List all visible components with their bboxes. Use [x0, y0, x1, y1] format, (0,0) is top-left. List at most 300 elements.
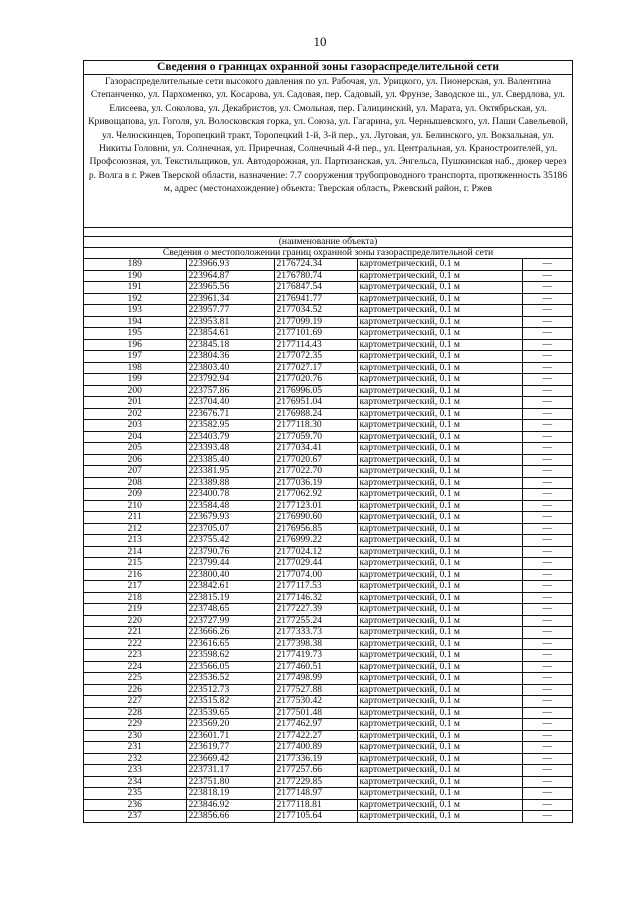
- y-coordinate: 2177400.89: [274, 742, 357, 754]
- point-number: 213: [84, 535, 186, 547]
- description-cell: —: [542, 810, 553, 821]
- description-cell: —: [522, 730, 572, 742]
- point-number: 193: [84, 305, 186, 317]
- point-number: 206: [84, 454, 186, 466]
- table-row: [84, 592, 572, 604]
- point-number: 225: [84, 673, 186, 685]
- y-coordinate: 2176996.05: [274, 385, 357, 397]
- description-cell: —: [522, 397, 572, 409]
- point-number: 230: [84, 730, 186, 742]
- x-coordinate: 223666.26: [186, 627, 274, 639]
- description-cell: —: [522, 305, 572, 317]
- method-accuracy: картометрический, 0.1 м: [357, 604, 522, 616]
- point-number: 189: [84, 259, 186, 270]
- x-coordinate: 223569.20: [186, 719, 274, 731]
- method-accuracy: картометрический, 0.1 м: [357, 466, 522, 478]
- point-number: 221: [84, 627, 186, 639]
- point-number: 195: [84, 328, 186, 340]
- x-coordinate: 223381.95: [186, 466, 274, 478]
- x-coordinate: 223389.88: [186, 477, 274, 489]
- method-accuracy: картометрический, 0.1 м: [357, 742, 522, 754]
- method-accuracy: картометрический, 0.1 м: [357, 696, 522, 708]
- method-accuracy: картометрический, 0.1 м: [357, 500, 522, 512]
- method-accuracy: картометрический, 0.1 м: [357, 799, 522, 811]
- y-coordinate: 2177227.39: [274, 604, 357, 616]
- table-row: [84, 431, 572, 443]
- point-number: 200: [84, 385, 186, 397]
- table-row: [84, 500, 572, 512]
- method-accuracy: картометрический, 0.1 м: [357, 788, 522, 800]
- y-coordinate: 2176780.74: [274, 270, 357, 282]
- table-row: [84, 535, 572, 547]
- method-accuracy: картометрический, 0.1 м: [357, 489, 522, 501]
- x-coordinate: 223790.76: [186, 546, 274, 558]
- x-coordinate: 223818.19: [186, 788, 274, 800]
- table-row: [84, 765, 572, 777]
- x-coordinate: 223403.79: [186, 431, 274, 443]
- y-coordinate: 2177146.32: [274, 592, 357, 604]
- point-number: 233: [84, 765, 186, 777]
- point-number: 226: [84, 684, 186, 696]
- x-coordinate: 223803.40: [186, 362, 274, 374]
- y-coordinate: 2177255.24: [274, 615, 357, 627]
- table-row: [84, 316, 572, 328]
- y-coordinate: 2177105.64: [274, 811, 357, 822]
- x-coordinate: 223598.62: [186, 650, 274, 662]
- x-coordinate: 223393.48: [186, 443, 274, 455]
- table-row: [84, 719, 572, 731]
- method-accuracy: картометрический, 0.1 м: [357, 638, 522, 650]
- description-cell: —: [522, 719, 572, 731]
- point-number: 199: [84, 374, 186, 386]
- method-accuracy: картометрический, 0.1 м: [357, 397, 522, 409]
- method-accuracy: картометрический, 0.1 м: [357, 351, 522, 363]
- y-coordinate: 2176956.85: [274, 523, 357, 535]
- method-accuracy: картометрический, 0.1 м: [357, 362, 522, 374]
- table-row: [84, 673, 572, 685]
- description-cell: —: [522, 385, 572, 397]
- table-row: [84, 512, 572, 524]
- description-cell: —: [522, 316, 572, 328]
- method-accuracy: картометрический, 0.1 м: [357, 282, 522, 294]
- x-coordinate: 223845.18: [186, 339, 274, 351]
- description-cell: —: [522, 328, 572, 340]
- point-number: 220: [84, 615, 186, 627]
- coordinates-table: [84, 259, 572, 822]
- table-row: [84, 523, 572, 535]
- point-number: 196: [84, 339, 186, 351]
- description-cell: —: [522, 696, 572, 708]
- x-coordinate: 223846.92: [186, 799, 274, 811]
- page-number: 10: [313, 34, 327, 49]
- y-coordinate: 2177036.19: [274, 477, 357, 489]
- x-coordinate: 223536.52: [186, 673, 274, 685]
- x-coordinate: 223679.93: [186, 512, 274, 524]
- boundary-document-table: [83, 60, 573, 823]
- description-cell: —: [522, 765, 572, 777]
- method-accuracy: картометрический, 0.1 м: [357, 385, 522, 397]
- point-number: 198: [84, 362, 186, 374]
- table-row: [84, 305, 572, 317]
- table-row: [84, 776, 572, 788]
- x-coordinate: 223727.99: [186, 615, 274, 627]
- description-cell: —: [522, 339, 572, 351]
- table-row: [84, 374, 572, 386]
- description-cell: —: [522, 788, 572, 800]
- table-row: [84, 638, 572, 650]
- y-coordinate: 2176951.04: [274, 397, 357, 409]
- x-coordinate: 223966.93: [186, 259, 274, 270]
- x-coordinate: 223964.87: [186, 270, 274, 282]
- point-number: 203: [84, 420, 186, 432]
- x-coordinate: 223731.17: [186, 765, 274, 777]
- table-row: [84, 385, 572, 397]
- y-coordinate: 2177062.92: [274, 489, 357, 501]
- x-coordinate: 223616.65: [186, 638, 274, 650]
- description-cell: —: [522, 569, 572, 581]
- table-row: [84, 489, 572, 501]
- point-number: 208: [84, 477, 186, 489]
- method-accuracy: картометрический, 0.1 м: [357, 569, 522, 581]
- point-number: 232: [84, 753, 186, 765]
- method-accuracy: картометрический, 0.1 м: [357, 650, 522, 662]
- x-coordinate: 223566.05: [186, 661, 274, 673]
- description-cell: —: [522, 753, 572, 765]
- table-row: [84, 293, 572, 305]
- description-cell: —: [522, 615, 572, 627]
- x-coordinate: 223676.71: [186, 408, 274, 420]
- description-cell: —: [522, 650, 572, 662]
- method-accuracy: картометрический, 0.1 м: [357, 305, 522, 317]
- point-number: 197: [84, 351, 186, 363]
- y-coordinate: 2176724.34: [274, 259, 357, 270]
- table-row: [84, 339, 572, 351]
- method-accuracy: картометрический, 0.1 м: [357, 535, 522, 547]
- point-number: 231: [84, 742, 186, 754]
- table-row: [84, 788, 572, 800]
- x-coordinate: 223799.44: [186, 558, 274, 570]
- x-coordinate: 223619.77: [186, 742, 274, 754]
- table-row: [84, 615, 572, 627]
- y-coordinate: 2177123.01: [274, 500, 357, 512]
- y-coordinate: 2177020.67: [274, 454, 357, 466]
- point-number: 215: [84, 558, 186, 570]
- table-row: [84, 397, 572, 409]
- x-coordinate: 223953.81: [186, 316, 274, 328]
- point-number: 204: [84, 431, 186, 443]
- point-number: 201: [84, 397, 186, 409]
- y-coordinate: 2177074.00: [274, 569, 357, 581]
- y-coordinate: 2176988.24: [274, 408, 357, 420]
- y-coordinate: 2177020.76: [274, 374, 357, 386]
- x-coordinate: 223757.86: [186, 385, 274, 397]
- x-coordinate: 223842.61: [186, 581, 274, 593]
- method-accuracy: картометрический, 0.1 м: [357, 661, 522, 673]
- description-cell: —: [522, 604, 572, 616]
- y-coordinate: 2176999.22: [274, 535, 357, 547]
- table-row: [84, 684, 572, 696]
- x-coordinate: 223800.40: [186, 569, 274, 581]
- table-row: [84, 546, 572, 558]
- point-number: 210: [84, 500, 186, 512]
- y-coordinate: 2177118.30: [274, 420, 357, 432]
- method-accuracy: картометрический, 0.1 м: [357, 316, 522, 328]
- description-cell: —: [522, 592, 572, 604]
- method-accuracy: картометрический, 0.1 м: [357, 730, 522, 742]
- point-number: 216: [84, 569, 186, 581]
- description-cell: —: [522, 270, 572, 282]
- table-row: [84, 661, 572, 673]
- x-coordinate: 223512.73: [186, 684, 274, 696]
- point-number: 217: [84, 581, 186, 593]
- x-coordinate: 223965.56: [186, 282, 274, 294]
- method-accuracy: картометрический, 0.1 м: [357, 776, 522, 788]
- description-cell: —: [522, 362, 572, 374]
- y-coordinate: 2177333.73: [274, 627, 357, 639]
- point-number: 236: [84, 799, 186, 811]
- table-row: [84, 650, 572, 662]
- description-cell: —: [522, 707, 572, 719]
- description-cell: —: [522, 638, 572, 650]
- description-cell: —: [522, 420, 572, 432]
- description-cell: —: [522, 661, 572, 673]
- y-coordinate: 2177117.53: [274, 581, 357, 593]
- x-coordinate: 223400.78: [186, 489, 274, 501]
- method-accuracy: картометрический, 0.1 м: [357, 523, 522, 535]
- x-coordinate: 223601.71: [186, 730, 274, 742]
- x-coordinate: 223705.07: [186, 523, 274, 535]
- y-coordinate: 2177114.43: [274, 339, 357, 351]
- y-coordinate: 2177501.48: [274, 707, 357, 719]
- document-title: Сведения о границах охранной зоны газораспределительной сети: [84, 61, 572, 75]
- table-row: [84, 420, 572, 432]
- table-row: [84, 604, 572, 616]
- method-accuracy: картометрический, 0.1 м: [357, 374, 522, 386]
- point-number: 235: [84, 788, 186, 800]
- method-accuracy: картометрический, 0.1 м: [357, 259, 522, 270]
- object-name-label: (наименование объекта): [84, 237, 572, 248]
- description-cell: —: [522, 558, 572, 570]
- point-number: 237: [84, 811, 186, 822]
- y-coordinate: 2177029.44: [274, 558, 357, 570]
- x-coordinate: 223669.42: [186, 753, 274, 765]
- y-coordinate: 2177148.97: [274, 788, 357, 800]
- description-cell: —: [522, 443, 572, 455]
- x-coordinate: 223792.94: [186, 374, 274, 386]
- method-accuracy: картометрический, 0.1 м: [357, 592, 522, 604]
- point-number: 234: [84, 776, 186, 788]
- y-coordinate: 2177527.88: [274, 684, 357, 696]
- y-coordinate: 2177460.51: [274, 661, 357, 673]
- table-row: [84, 811, 572, 822]
- table-row: [84, 753, 572, 765]
- y-coordinate: 2177101.69: [274, 328, 357, 340]
- x-coordinate: 223854.61: [186, 328, 274, 340]
- description-cell: —: [522, 477, 572, 489]
- section-label: Сведения о местоположении границ охранной зоны газораспределительной сети: [84, 248, 572, 259]
- x-coordinate: 223804.36: [186, 351, 274, 363]
- y-coordinate: 2177530.42: [274, 696, 357, 708]
- description-cell: —: [522, 259, 572, 270]
- point-number: 212: [84, 523, 186, 535]
- description-cell: —: [522, 742, 572, 754]
- method-accuracy: картометрический, 0.1 м: [357, 328, 522, 340]
- table-row: [84, 742, 572, 754]
- method-accuracy: картометрический, 0.1 м: [357, 293, 522, 305]
- method-accuracy: картометрический, 0.1 м: [357, 558, 522, 570]
- y-coordinate: 2177336.19: [274, 753, 357, 765]
- y-coordinate: 2177398.38: [274, 638, 357, 650]
- table-row: [84, 328, 572, 340]
- method-accuracy: картометрический, 0.1 м: [357, 684, 522, 696]
- table-row: [84, 799, 572, 811]
- method-accuracy: картометрический, 0.1 м: [357, 765, 522, 777]
- point-number: 191: [84, 282, 186, 294]
- method-accuracy: картометрический, 0.1 м: [357, 673, 522, 685]
- description-cell: —: [522, 535, 572, 547]
- description-cell: —: [522, 466, 572, 478]
- coordinates-table-body: [84, 259, 572, 822]
- description-cell: —: [522, 500, 572, 512]
- y-coordinate: 2177072.35: [274, 351, 357, 363]
- method-accuracy: картометрический, 0.1 м: [357, 512, 522, 524]
- description-cell: —: [522, 684, 572, 696]
- x-coordinate: 223815.19: [186, 592, 274, 604]
- point-number: 194: [84, 316, 186, 328]
- description-cell: —: [522, 523, 572, 535]
- method-accuracy: картометрический, 0.1 м: [357, 270, 522, 282]
- point-number: 229: [84, 719, 186, 731]
- table-row: [84, 477, 572, 489]
- table-row: [84, 581, 572, 593]
- description-cell: —: [522, 776, 572, 788]
- table-row: [84, 351, 572, 363]
- y-coordinate: 2177099.19: [274, 316, 357, 328]
- method-accuracy: картометрический, 0.1 м: [357, 443, 522, 455]
- table-row: [84, 282, 572, 294]
- y-coordinate: 2177422.27: [274, 730, 357, 742]
- table-row: [84, 270, 572, 282]
- point-number: 223: [84, 650, 186, 662]
- description-cell: —: [522, 282, 572, 294]
- method-accuracy: картометрический, 0.1 м: [357, 719, 522, 731]
- point-number: 211: [84, 512, 186, 524]
- x-coordinate: 223584.48: [186, 500, 274, 512]
- x-coordinate: 223856.66: [186, 811, 274, 822]
- x-coordinate: 223961.34: [186, 293, 274, 305]
- x-coordinate: 223515.82: [186, 696, 274, 708]
- y-coordinate: 2177462.97: [274, 719, 357, 731]
- point-number: 202: [84, 408, 186, 420]
- point-number: 218: [84, 592, 186, 604]
- y-coordinate: 2176990.60: [274, 512, 357, 524]
- x-coordinate: 223385.40: [186, 454, 274, 466]
- table-row: [84, 569, 572, 581]
- method-accuracy: картометрический, 0.1 м: [357, 477, 522, 489]
- description-cell: —: [522, 673, 572, 685]
- y-coordinate: 2177034.41: [274, 443, 357, 455]
- description-cell: —: [522, 489, 572, 501]
- method-accuracy: картометрический, 0.1 м: [357, 581, 522, 593]
- y-coordinate: 2177419.73: [274, 650, 357, 662]
- x-coordinate: 223539.65: [186, 707, 274, 719]
- description-cell: —: [522, 454, 572, 466]
- table-row: [84, 362, 572, 374]
- point-number: 190: [84, 270, 186, 282]
- description-cell: —: [522, 431, 572, 443]
- y-coordinate: 2177118.81: [274, 799, 357, 811]
- point-number: 214: [84, 546, 186, 558]
- y-coordinate: 2177498.99: [274, 673, 357, 685]
- point-number: 192: [84, 293, 186, 305]
- description-cell: —: [522, 546, 572, 558]
- y-coordinate: 2177229.85: [274, 776, 357, 788]
- table-row: [84, 443, 572, 455]
- point-number: 205: [84, 443, 186, 455]
- method-accuracy: картометрический, 0.1 м: [357, 615, 522, 627]
- table-row: [84, 466, 572, 478]
- table-row: [84, 558, 572, 570]
- y-coordinate: 2177059.70: [274, 431, 357, 443]
- description-cell: —: [522, 293, 572, 305]
- description-cell: —: [522, 627, 572, 639]
- point-number: 227: [84, 696, 186, 708]
- table-row: [84, 730, 572, 742]
- point-number: 219: [84, 604, 186, 616]
- object-description: Газораспределительные сети высокого давления по ул. Рабочая, ул. Урицкого, ул. Пионерская, ул. Валентина Степанченко, ул. Пархоменко, ул. Косарова, ул. Садовая, пер. Садовый, ул. Фрунзе, Заводское ш., ул. Свердлова, ул. Елисеева, ул. Соколова, ул. Декабристов, ул. Смольная, пер. Галицинский, ул. Марата, ул. Октябрьская, ул. Кривощапова, ул. Гоголя, ул. Волосковская горка, ул. Союза, ул. Гагарина, ул. Чернышевского, ул. Паши Савельевой, ул. Челюскинцев, Торопецкий тракт, Торопецкий 1-й, 3-й пер., ул. Луговая, ул. Белинского, ул. Вокзальная, ул. Никиты Головни, ул. Солнечная, ул. Приречная, Солнечный 4-й пер., ул. Центральная, ул. Краностроителей, ул. Профсоюзная, ул. Текстильщиков, ул. Автодорожная, ул. Партизанская, ул. Энгельса, Пушкинская наб., дюкер через р. Волга в г. Ржев Тверской области, назначение: 7.7 сооружения трубопроводного транспорта, протяженность 35186 м, адрес (местонахождение) объекта: Тверская область, Ржевский район, г. Ржев: [84, 75, 572, 228]
- table-row: [84, 696, 572, 708]
- x-coordinate: 223582.95: [186, 420, 274, 432]
- method-accuracy: картометрический, 0.1 м: [357, 811, 522, 822]
- method-accuracy: картометрический, 0.1 м: [357, 408, 522, 420]
- point-number: 222: [84, 638, 186, 650]
- description-cell: —: [522, 351, 572, 363]
- table-row: [84, 408, 572, 420]
- method-accuracy: картометрический, 0.1 м: [357, 431, 522, 443]
- y-coordinate: 2177024.12: [274, 546, 357, 558]
- table-row: [84, 627, 572, 639]
- x-coordinate: 223704.40: [186, 397, 274, 409]
- method-accuracy: картометрический, 0.1 м: [357, 753, 522, 765]
- description-cell: —: [522, 408, 572, 420]
- method-accuracy: картометрический, 0.1 м: [357, 546, 522, 558]
- description-cell: —: [522, 581, 572, 593]
- table-row: [84, 259, 572, 270]
- method-accuracy: картометрический, 0.1 м: [357, 339, 522, 351]
- point-number: 228: [84, 707, 186, 719]
- y-coordinate: 2177034.52: [274, 305, 357, 317]
- point-number: 207: [84, 466, 186, 478]
- x-coordinate: 223957.77: [186, 305, 274, 317]
- method-accuracy: картометрический, 0.1 м: [357, 627, 522, 639]
- y-coordinate: 2177022.70: [274, 466, 357, 478]
- point-number: 224: [84, 661, 186, 673]
- table-row: [84, 454, 572, 466]
- description-cell: —: [522, 799, 572, 811]
- y-coordinate: 2177027.17: [274, 362, 357, 374]
- method-accuracy: картометрический, 0.1 м: [357, 707, 522, 719]
- x-coordinate: 223755.42: [186, 535, 274, 547]
- method-accuracy: картометрический, 0.1 м: [357, 420, 522, 432]
- description-cell: —: [522, 512, 572, 524]
- y-coordinate: 2176941.77: [274, 293, 357, 305]
- y-coordinate: 2176847.54: [274, 282, 357, 294]
- x-coordinate: 223751.80: [186, 776, 274, 788]
- point-number: 209: [84, 489, 186, 501]
- table-row: [84, 707, 572, 719]
- method-accuracy: картометрический, 0.1 м: [357, 454, 522, 466]
- description-cell: —: [522, 374, 572, 386]
